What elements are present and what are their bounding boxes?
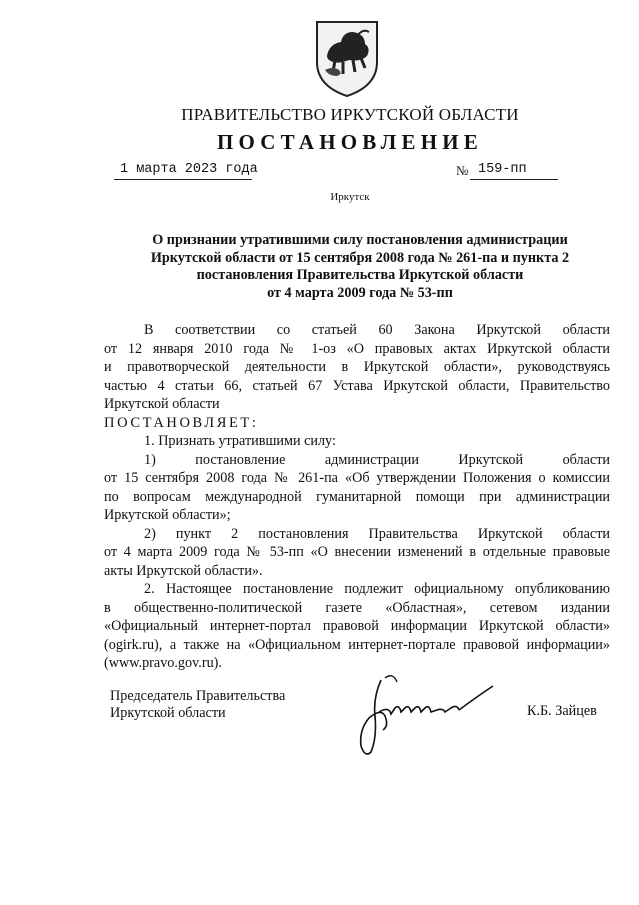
number-underline	[470, 179, 558, 180]
handwritten-signature	[345, 668, 505, 760]
body-line: акты Иркутской области».	[104, 562, 263, 579]
signatory-role	[110, 688, 285, 722]
document-title	[115, 232, 605, 302]
body-line: Иркутской области	[104, 396, 220, 412]
body-line: (www.pravo.gov.ru).	[104, 655, 222, 671]
body-line: от 4 марта 2009 года № 53-пп «О внесении изменений в отдельные правовые	[104, 544, 610, 560]
number-label: №	[456, 163, 469, 178]
document-date: 1 марта 2023 года	[120, 162, 258, 177]
document-body	[104, 321, 610, 673]
body-line: В соответствии со статьей 60 Закона Иркутской области	[144, 322, 610, 338]
body-line: от 12 января 2010 года № 1-оз «О правовых актах Иркутской области	[104, 340, 610, 357]
signatory-name: К.Б. Зайцев	[527, 703, 597, 719]
role-line: Иркутской области	[110, 705, 226, 721]
body-line: «Официальный интернет-портал правовой информации Иркутской области»	[104, 618, 610, 634]
title-line: Иркутской области от 15 сентября 2008 года № 261-па и пункта 2	[150, 249, 570, 266]
title-line: О признании утратившими силу постановления администрации	[152, 232, 568, 248]
date-underline	[114, 179, 252, 180]
body-line: частью 4 статьи 66, статьей 67 Устава Иркутской области, Правительство	[104, 377, 610, 394]
document-type: ПОСТАНОВЛЕНИЕ	[216, 130, 484, 154]
body-line: (ogirk.ru), а также на «Официальном интернет-портале правовой информации»	[104, 636, 610, 653]
resolves-heading: ПОСТАНОВЛЯЕТ:	[104, 414, 259, 431]
item-1-intro: 1. Признать утратившими силу:	[144, 433, 336, 449]
body-line: по вопросам международной гуманитарной помощи при администрации	[104, 488, 610, 505]
body-line: 1) постановление администрации Иркутской области	[144, 451, 610, 468]
title-line: от 4 марта 2009 года № 53-пп	[267, 284, 453, 301]
city-name: Иркутск	[330, 191, 370, 203]
body-line: от 15 сентября 2008 года № 261-па «Об утверждении Положения о комиссии	[104, 470, 610, 486]
coat-of-arms-icon	[313, 18, 381, 98]
body-line: 2) пункт 2 постановления Правительства Иркутской области	[144, 525, 610, 542]
body-line: и правотворческой деятельности в Иркутской области», руководствуясь	[104, 359, 610, 375]
body-line: 2. Настоящее постановление подлежит официальному опубликованию	[144, 581, 610, 597]
body-line: Иркутской области»;	[104, 507, 231, 523]
title-line: постановления Правительства Иркутской области	[196, 267, 524, 284]
document-number: 159-пп	[478, 162, 527, 177]
body-line: в общественно-политической газете «Областная», сетевом издании	[104, 599, 610, 616]
role-line: Председатель Правительства	[110, 688, 286, 704]
government-name: ПРАВИТЕЛЬСТВО ИРКУТСКОЙ ОБЛАСТИ	[181, 105, 519, 124]
